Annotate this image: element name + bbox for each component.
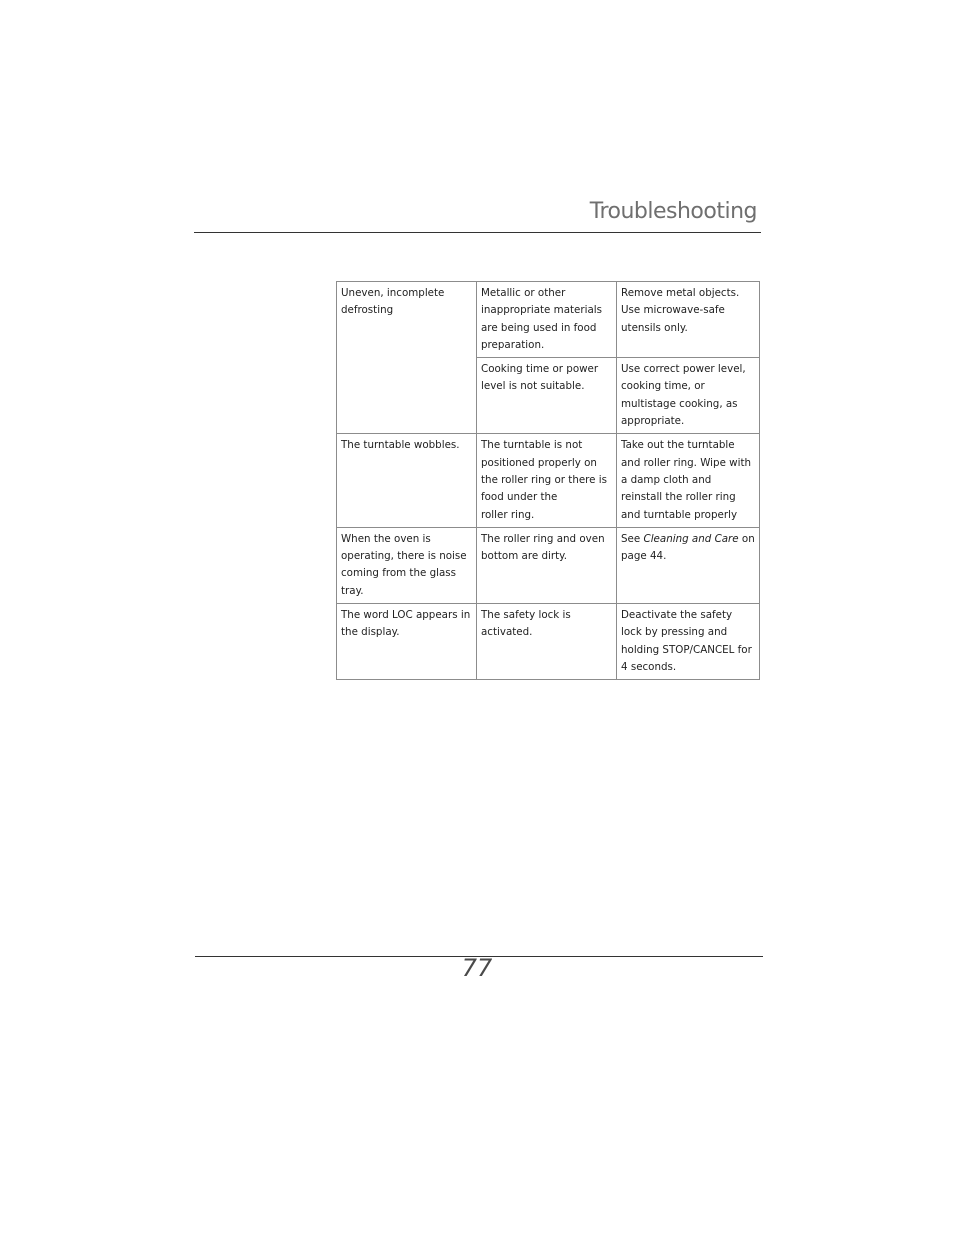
solution-cell: Remove metal objects. Use microwave-safe utensils only. [617,282,760,358]
page-number: 77 [461,954,493,982]
solution-cell: Deactivate the safety lock by pressing and holding STOP/CANCEL for 4 seconds. [617,604,760,680]
cause-cell: The roller ring and oven bottom are dirty. [477,527,617,603]
solution-cell [617,527,760,603]
cause-cell [477,434,617,527]
problem-cell: When the oven is operating, there is noise coming from the glass tray. [337,527,477,603]
header-rule [194,232,761,233]
problem-cell: Uneven, incomplete defrosting [337,282,477,434]
section-title: Troubleshooting [589,199,757,224]
solution-cell: Take out the turntable and roller ring. Wipe with a damp cloth and reinstall the roller ring and turntable properly [617,434,760,527]
solution-suffix: on page 44. [621,532,755,563]
solution-prefix: See [621,532,641,545]
table-row [337,434,760,527]
table-row [337,604,760,680]
solution-cell: Use correct power level, cooking time, or multistage cooking, as appropriate. [617,358,760,434]
problem-cell: The turntable wobbles. [337,434,477,527]
table-row [337,527,760,603]
cause-cell: Metallic or other inappropriate materials are being used in food preparation. [477,282,617,358]
cross-reference: Cleaning and Care [643,532,739,545]
cause-text: The turntable is not positioned properly on the roller ring or there is food under the [481,439,608,504]
cause-cell: The safety lock is activated. [477,604,617,680]
troubleshooting-table [336,281,760,680]
problem-cell: The word LOC appears in the display. [337,604,477,680]
cause-cell: Cooking time or power level is not suitable. [477,358,617,434]
table-row [337,282,760,358]
cause-text-continued: roller ring. [481,508,535,521]
